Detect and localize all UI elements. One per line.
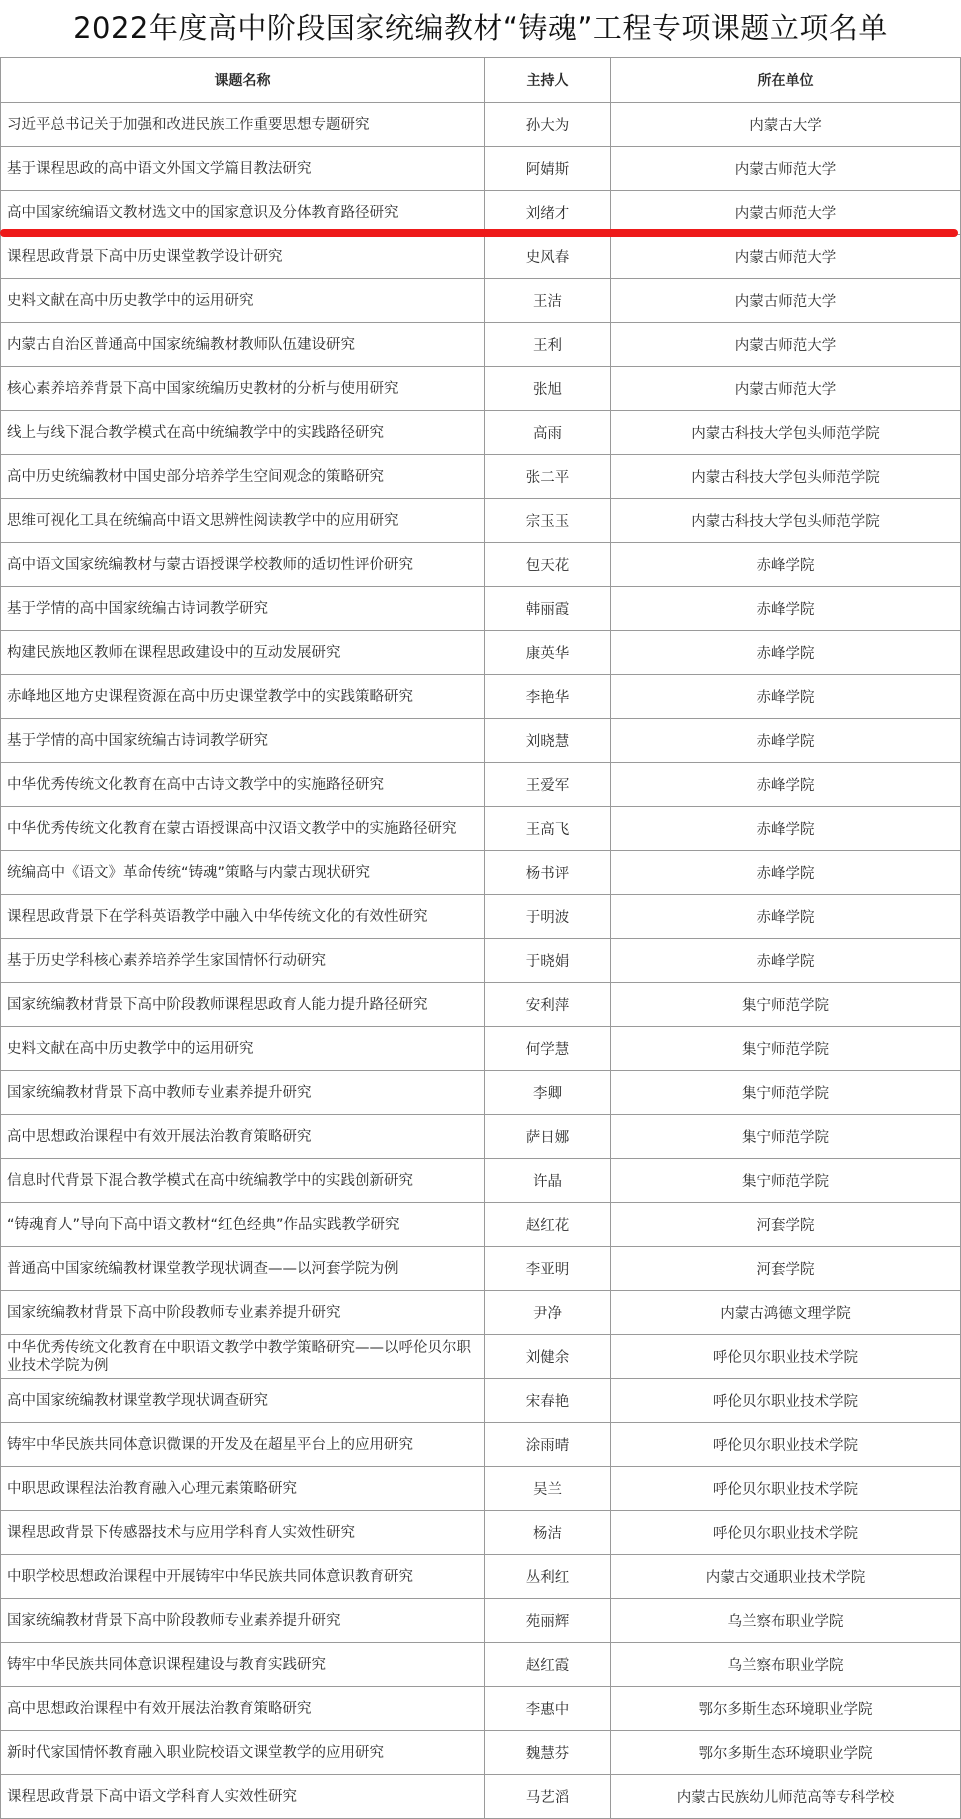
table-row [1,191,961,235]
cell-host: 史风春 [485,235,611,279]
cell-topic: 基于历史学科核心素养培养学生家国情怀行动研究 [1,939,485,983]
table-row [1,411,961,455]
cell-host: 于晓娟 [485,939,611,983]
cell-topic: 普通高中国家统编教材课堂教学现状调查——以河套学院为例 [1,1247,485,1291]
table-row [1,1203,961,1247]
cell-unit: 赤峰学院 [611,895,961,939]
table-row [1,851,961,895]
cell-unit: 集宁师范学院 [611,1159,961,1203]
cell-host: 阿婧斯 [485,147,611,191]
table-row [1,543,961,587]
cell-host: 李艳华 [485,675,611,719]
project-list-table [0,57,961,1819]
cell-topic: 高中国家统编语文教材选文中的国家意识及分体教育路径研究 [1,191,485,235]
cell-topic: 史料文献在高中历史教学中的运用研究 [1,279,485,323]
table-row [1,895,961,939]
table-row [1,235,961,279]
cell-host: 吴兰 [485,1467,611,1511]
cell-unit: 赤峰学院 [611,675,961,719]
cell-unit: 集宁师范学院 [611,1115,961,1159]
cell-host: 何学慧 [485,1027,611,1071]
cell-host: 赵红霞 [485,1643,611,1687]
cell-unit: 呼伦贝尔职业技术学院 [611,1379,961,1423]
cell-unit: 河套学院 [611,1247,961,1291]
cell-host: 魏慧芬 [485,1731,611,1775]
cell-host: 赵红花 [485,1203,611,1247]
cell-unit: 集宁师范学院 [611,1071,961,1115]
cell-unit: 内蒙古师范大学 [611,147,961,191]
table-header-row [1,58,961,103]
cell-topic: 史料文献在高中历史教学中的运用研究 [1,1027,485,1071]
table-row [1,763,961,807]
table-row [1,1467,961,1511]
cell-host: 杨书评 [485,851,611,895]
cell-topic: 中职学校思想政治课程中开展铸牢中华民族共同体意识教育研究 [1,1555,485,1599]
cell-topic: 线上与线下混合教学模式在高中统编教学中的实践路径研究 [1,411,485,455]
cell-topic: 高中历史统编教材中国史部分培养学生空间观念的策略研究 [1,455,485,499]
cell-unit: 河套学院 [611,1203,961,1247]
cell-topic: 构建民族地区教师在课程思政建设中的互动发展研究 [1,631,485,675]
table-row [1,719,961,763]
cell-unit: 内蒙古交通职业技术学院 [611,1555,961,1599]
cell-unit: 内蒙古大学 [611,103,961,147]
red-highlight-line [0,229,958,237]
cell-host: 安利萍 [485,983,611,1027]
cell-unit: 内蒙古科技大学包头师范学院 [611,455,961,499]
table-row [1,367,961,411]
cell-unit: 集宁师范学院 [611,983,961,1027]
cell-unit: 内蒙古师范大学 [611,367,961,411]
cell-topic: 课程思政背景下在学科英语教学中融入中华传统文化的有效性研究 [1,895,485,939]
table-row [1,1159,961,1203]
cell-topic: 国家统编教材背景下高中阶段教师专业素养提升研究 [1,1291,485,1335]
cell-topic: 铸牢中华民族共同体意识课程建设与教育实践研究 [1,1643,485,1687]
table-row [1,455,961,499]
cell-unit: 赤峰学院 [611,939,961,983]
cell-topic: 课程思政背景下高中语文学科育人实效性研究 [1,1775,485,1819]
cell-unit: 内蒙古师范大学 [611,235,961,279]
cell-unit: 内蒙古科技大学包头师范学院 [611,499,961,543]
cell-unit: 内蒙古科技大学包头师范学院 [611,411,961,455]
cell-topic: 高中思想政治课程中有效开展法治教育策略研究 [1,1687,485,1731]
cell-topic: 课程思政背景下高中历史课堂教学设计研究 [1,235,485,279]
table-row [1,1291,961,1335]
cell-topic: 中华优秀传统文化教育在高中古诗文教学中的实施路径研究 [1,763,485,807]
cell-topic: 中华优秀传统文化教育在蒙古语授课高中汉语文教学中的实施路径研究 [1,807,485,851]
cell-unit: 内蒙古师范大学 [611,279,961,323]
table-row [1,675,961,719]
cell-host: 李亚明 [485,1247,611,1291]
cell-unit: 内蒙古师范大学 [611,191,961,235]
cell-unit: 集宁师范学院 [611,1027,961,1071]
header-host: 主持人 [485,58,611,103]
cell-host: 包天花 [485,543,611,587]
cell-host: 丛利红 [485,1555,611,1599]
cell-host: 宋春艳 [485,1379,611,1423]
cell-topic: 国家统编教材背景下高中阶段教师课程思政育人能力提升路径研究 [1,983,485,1027]
cell-topic: 核心素养培养背景下高中国家统编历史教材的分析与使用研究 [1,367,485,411]
cell-unit: 乌兰察布职业学院 [611,1599,961,1643]
cell-topic: 赤峰地区地方史课程资源在高中历史课堂教学中的实践策略研究 [1,675,485,719]
table-row [1,1775,961,1819]
table-row [1,1687,961,1731]
cell-topic: 中华优秀传统文化教育在中职语文教学中教学策略研究——以呼伦贝尔职业技术学院为例 [1,1335,485,1379]
cell-host: 王洁 [485,279,611,323]
table-row [1,1423,961,1467]
cell-topic: 国家统编教材背景下高中教师专业素养提升研究 [1,1071,485,1115]
cell-host: 许晶 [485,1159,611,1203]
table-row [1,1731,961,1775]
cell-unit: 赤峰学院 [611,543,961,587]
header-unit: 所在单位 [611,58,961,103]
cell-host: 刘绪才 [485,191,611,235]
cell-host: 苑丽辉 [485,1599,611,1643]
cell-host: 刘健余 [485,1335,611,1379]
table-row [1,147,961,191]
cell-topic: “铸魂育人”导向下高中语文教材“红色经典”作品实践教学研究 [1,1203,485,1247]
header-topic: 课题名称 [1,58,485,103]
table-row [1,1511,961,1555]
document-title: 2022年度高中阶段国家统编教材“铸魂”工程专项课题立项名单 [73,11,888,45]
table-row [1,1379,961,1423]
cell-unit: 赤峰学院 [611,763,961,807]
table-row [1,807,961,851]
cell-unit: 赤峰学院 [611,631,961,675]
cell-unit: 呼伦贝尔职业技术学院 [611,1467,961,1511]
cell-topic: 基于课程思政的高中语文外国文学篇目教法研究 [1,147,485,191]
cell-host: 王利 [485,323,611,367]
cell-host: 萨日娜 [485,1115,611,1159]
cell-topic: 习近平总书记关于加强和改进民族工作重要思想专题研究 [1,103,485,147]
table-row [1,1027,961,1071]
cell-unit: 赤峰学院 [611,719,961,763]
table-row [1,499,961,543]
cell-host: 张旭 [485,367,611,411]
table-row [1,1599,961,1643]
cell-host: 宗玉玉 [485,499,611,543]
cell-unit: 内蒙古鸿德文理学院 [611,1291,961,1335]
table-row [1,1115,961,1159]
table-row [1,1555,961,1599]
cell-topic: 高中思想政治课程中有效开展法治教育策略研究 [1,1115,485,1159]
table-row [1,323,961,367]
cell-host: 张二平 [485,455,611,499]
cell-topic: 高中语文国家统编教材与蒙古语授课学校教师的适切性评价研究 [1,543,485,587]
cell-topic: 中职思政课程法治教育融入心理元素策略研究 [1,1467,485,1511]
cell-topic: 国家统编教材背景下高中阶段教师专业素养提升研究 [1,1599,485,1643]
table-row [1,1643,961,1687]
cell-host: 涂雨晴 [485,1423,611,1467]
cell-host: 尹净 [485,1291,611,1335]
cell-topic: 课程思政背景下传感器技术与应用学科育人实效性研究 [1,1511,485,1555]
cell-topic: 新时代家国情怀教育融入职业院校语文课堂教学的应用研究 [1,1731,485,1775]
cell-host: 王爱军 [485,763,611,807]
cell-topic: 高中国家统编教材课堂教学现状调查研究 [1,1379,485,1423]
cell-host: 李惠中 [485,1687,611,1731]
cell-unit: 呼伦贝尔职业技术学院 [611,1335,961,1379]
table-row [1,983,961,1027]
cell-topic: 信息时代背景下混合教学模式在高中统编教学中的实践创新研究 [1,1159,485,1203]
cell-topic: 思维可视化工具在统编高中语文思辨性阅读教学中的应用研究 [1,499,485,543]
cell-host: 于明波 [485,895,611,939]
cell-unit: 内蒙古民族幼儿师范高等专科学校 [611,1775,961,1819]
table-row [1,1071,961,1115]
cell-host: 马艺滔 [485,1775,611,1819]
cell-unit: 呼伦贝尔职业技术学院 [611,1511,961,1555]
cell-host: 李卿 [485,1071,611,1115]
cell-unit: 鄂尔多斯生态环境职业学院 [611,1731,961,1775]
cell-host: 刘晓慧 [485,719,611,763]
table-row [1,1335,961,1379]
cell-unit: 乌兰察布职业学院 [611,1643,961,1687]
table-row [1,939,961,983]
cell-unit: 呼伦贝尔职业技术学院 [611,1423,961,1467]
table-row [1,103,961,147]
cell-topic: 铸牢中华民族共同体意识微课的开发及在超星平台上的应用研究 [1,1423,485,1467]
table-row [1,631,961,675]
cell-host: 杨洁 [485,1511,611,1555]
cell-unit: 内蒙古师范大学 [611,323,961,367]
cell-host: 康英华 [485,631,611,675]
table-row [1,279,961,323]
cell-topic: 内蒙古自治区普通高中国家统编教材教师队伍建设研究 [1,323,485,367]
cell-unit: 鄂尔多斯生态环境职业学院 [611,1687,961,1731]
cell-host: 王高飞 [485,807,611,851]
cell-unit: 赤峰学院 [611,587,961,631]
cell-host: 韩丽霞 [485,587,611,631]
cell-host: 高雨 [485,411,611,455]
cell-topic: 基于学情的高中国家统编古诗词教学研究 [1,719,485,763]
cell-topic: 基于学情的高中国家统编古诗词教学研究 [1,587,485,631]
table-row [1,587,961,631]
table-row [1,1247,961,1291]
cell-topic: 统编高中《语文》革命传统“铸魂”策略与内蒙古现状研究 [1,851,485,895]
cell-host: 孙大为 [485,103,611,147]
cell-unit: 赤峰学院 [611,851,961,895]
cell-unit: 赤峰学院 [611,807,961,851]
